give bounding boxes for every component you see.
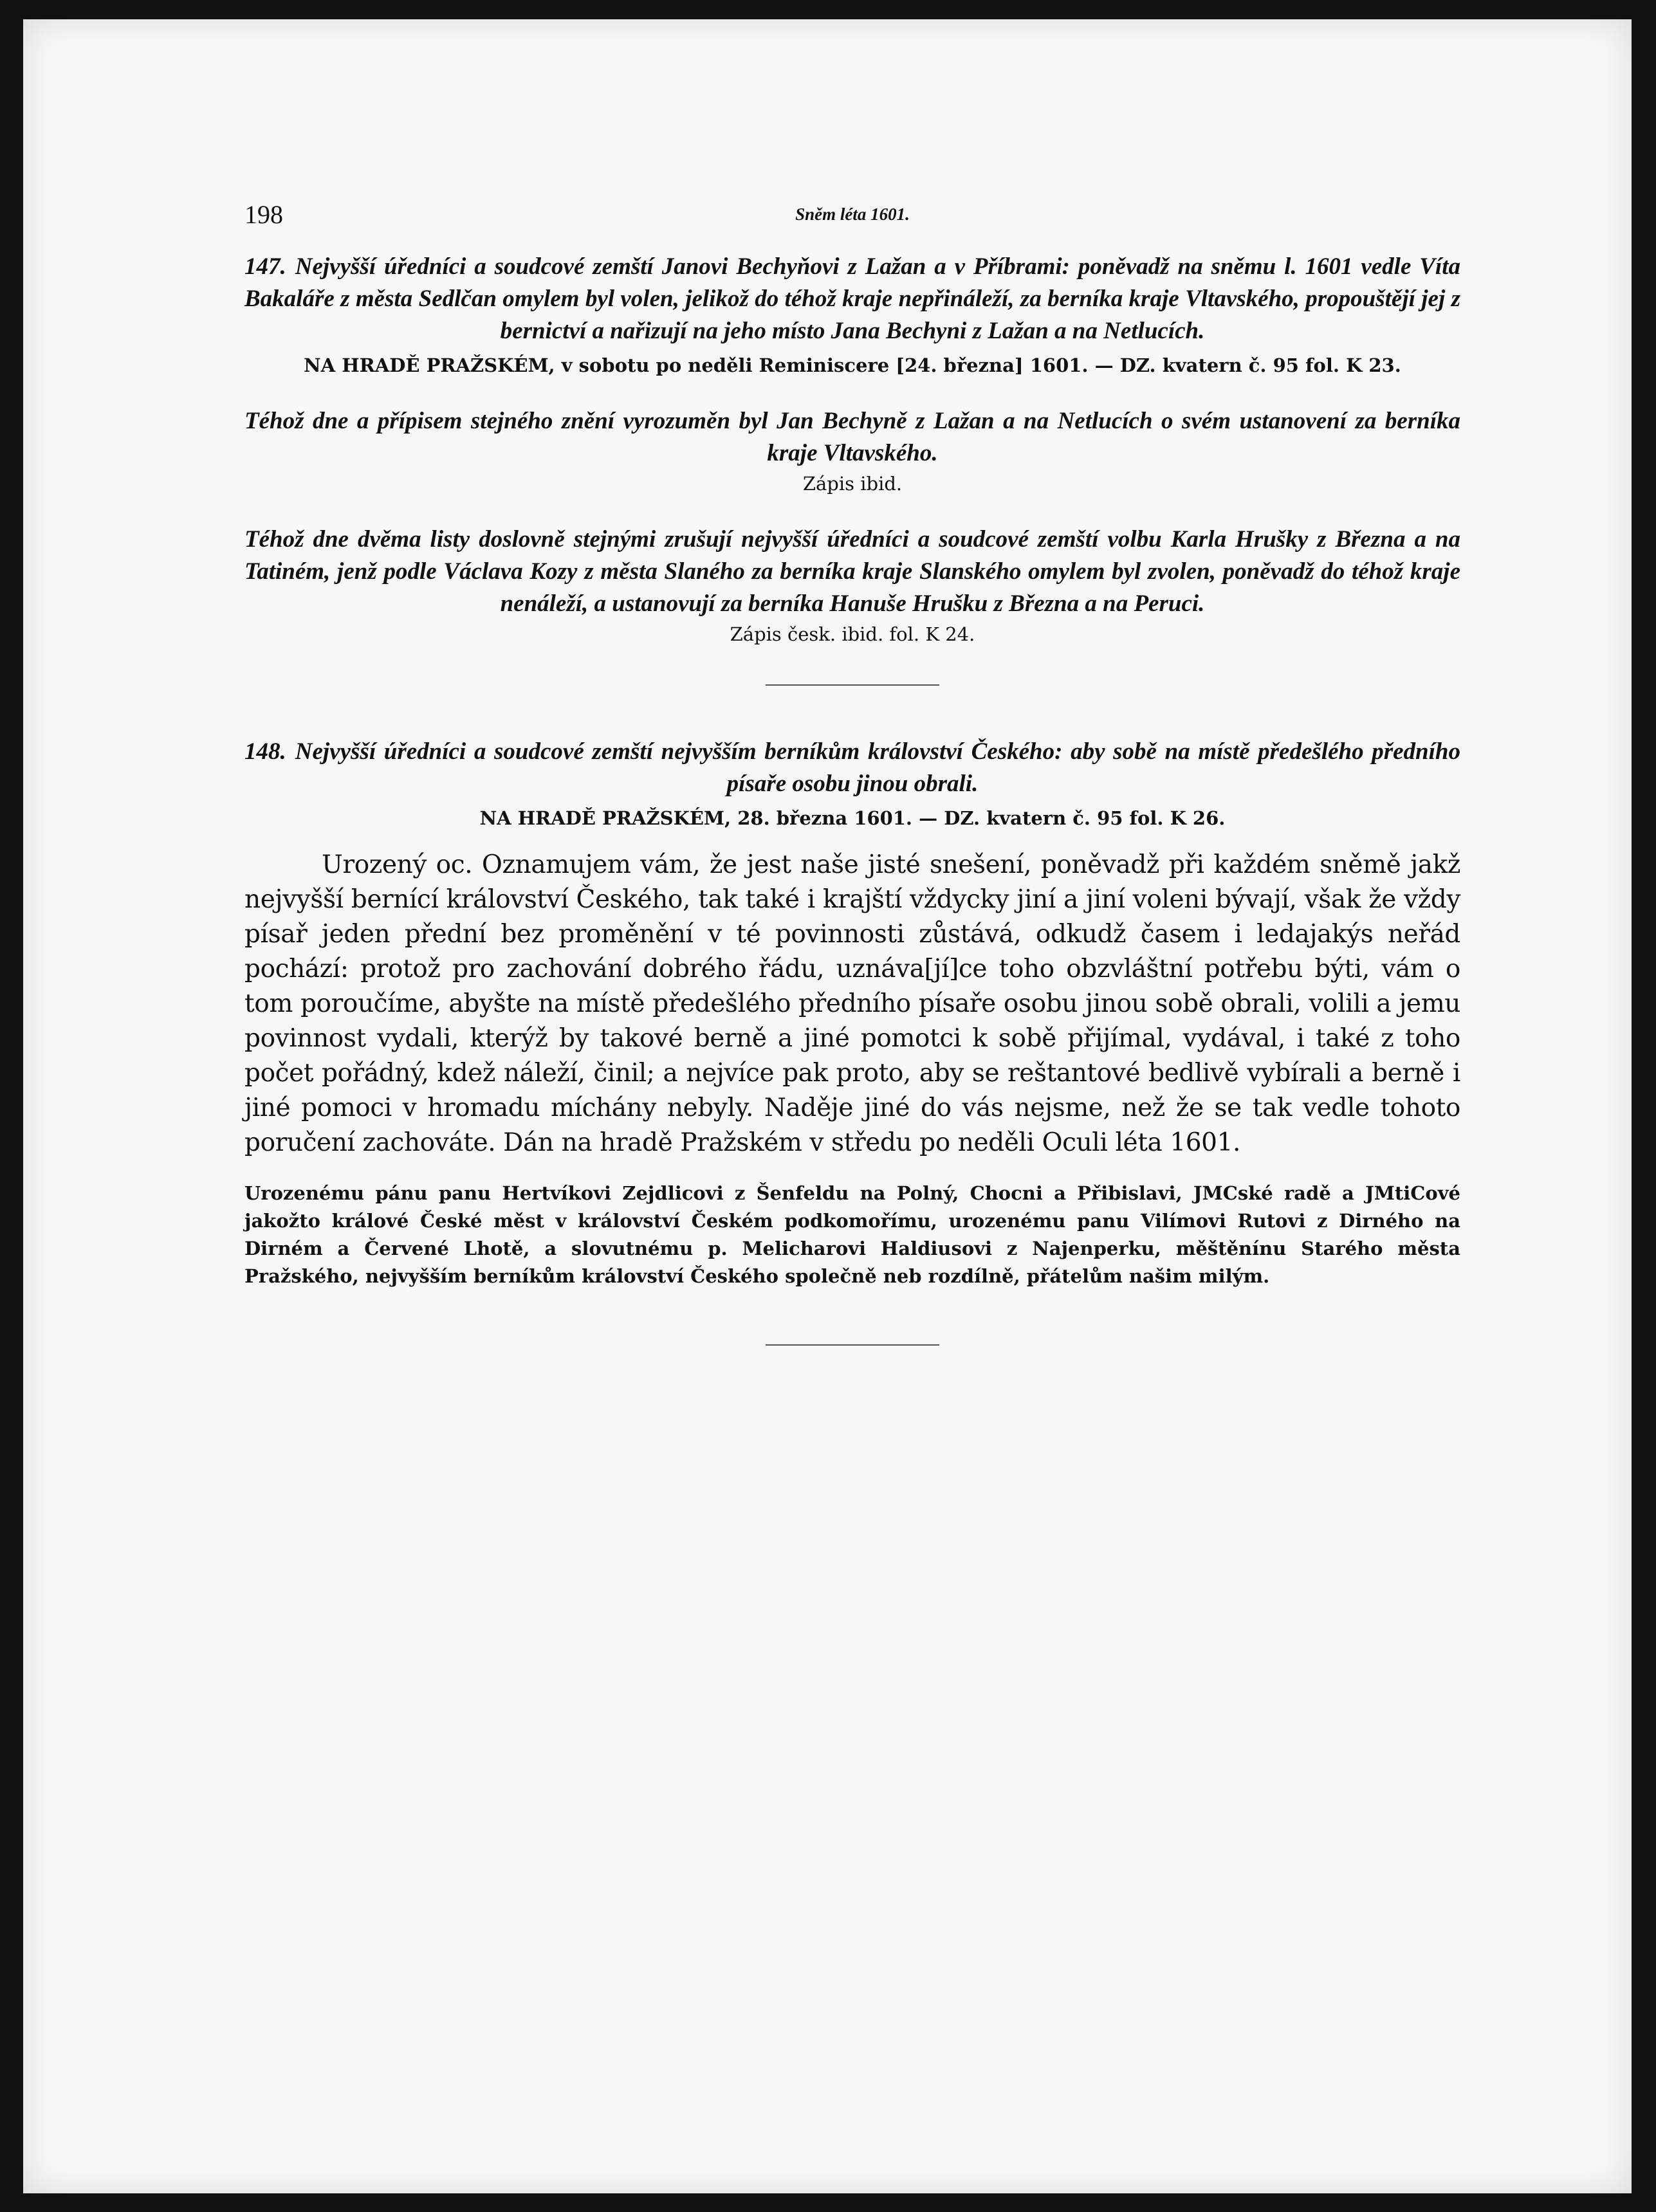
entry-147-note-1: Zápis ibid. bbox=[802, 473, 903, 495]
entry-147-addendum-1: Téhož dne a přípisem stejného znění vyrozuměn byl Jan Bechyně z Lažan a na Netlucích o svém ustanovení za berníka kraje Vltavského. bbox=[244, 408, 1460, 466]
entry-147-note-2: Zápis česk. ibid. fol. K 24. bbox=[730, 623, 975, 645]
page-header bbox=[244, 187, 1460, 229]
entry-147-number: 147. bbox=[244, 253, 286, 280]
entry-147-source: NA HRADĚ PRAŽSKÉM, v sobotu po neděli Reminiscere [24. března] 1601. — DZ. kvatern č. 95 fol. K 23. bbox=[304, 354, 1401, 376]
entry-147-regest bbox=[244, 251, 1460, 347]
entry-148-number: 148. bbox=[244, 738, 286, 765]
entry-148-body: Urozený oc. Oznamujem vám, že jest naše jisté snešení, poněvadž při každém sněmě jakž nejvyšší bernící království Českého, tak také i krajští vždycky jiní a jiní voleni bývají, však že vždy písař jeden přední bez proměnění v té povinnosti zůstává, odkudž časem i ledajakýs neřád pochází: protož pro zachování dobrého řádu, uznáva[jí]ce toho obzvláštní potřebu býti, vám o tom poroučíme, abyšte na místě předešlého předního písaře osobu jinou sobě obrali, volili a jemu povinnost vydali, kterýž by takové berně a jiné pomotci k sobě přijímal, vydával, i také z toho počet pořádný, kdež náleží, činil; a nejvíce pak proto, aby se reštantové bedlivě vybírali a berně i jiné pomoci v hromadu míchány nebyly. Naděje jiné do vás nejsme, než že se tak vedle tohoto poručení zachováte. Dán na hradě Pražském v středu po neděli Oculi léta 1601. bbox=[244, 850, 1460, 1157]
entry-147-addendum-2: Téhož dne dvěma listy doslovně stejnými zrušují nejvyšší úředníci a soudcové zemští volbu Karla Hrušky z Března a na Tatiném, jenž podle Václava Kozy z města Slaného za berníka kraje Slanského omylem byl zvolen, poněvadž do téhož kraje nenáleží, a ustanovují za berníka Hanuše Hrušku z Března a na Peruci. bbox=[244, 526, 1460, 617]
entry-148-regest-text: Nejvyšší úředníci a soudcové zemští nejvyšším berníkům království Českého: aby sobě na místě předešlého předního písaře osobu jinou obrali. bbox=[295, 738, 1460, 797]
end-divider bbox=[766, 1344, 939, 1346]
entry-148-source: NA HRADĚ PRAŽSKÉM, 28. března 1601. — DZ. kvatern č. 95 fol. K 26. bbox=[479, 807, 1226, 829]
entry-148-regest bbox=[244, 736, 1460, 800]
running-title: Sněm léta 1601. bbox=[795, 205, 910, 224]
entry-147-regest-text: Nejvyšší úředníci a soudcové zemští Janovi Bechyňovi z Lažan a v Příbrami: poněvadž na sněmu l. 1601 vedle Víta Bakaláře z města Sedlčan omylem byl volen, jelikož do téhož kraje nepřináleží, za berníka kraje Vltavského, propouštějí jej z bernictví a nařizují na jeho místo Jana Bechyni z Lažan a na Netlucích. bbox=[244, 253, 1460, 344]
page-number: 198 bbox=[244, 200, 283, 229]
entry-148-address: Urozenému pánu panu Hertvíkovi Zejdlicovi z Šenfeldu na Polný, Chocni a Přibislavi, JMCské radě a JMtiCové jakožto králové České měst v království Českém podkomořímu, urozenému panu Vilímovi Rutovi z Dirného na Dirném a Červené Lhotě, a slovutnému p. Melicharovi Haldiusovi z Najenperku, měštěnínu Starého města Pražského, nejvyšším berníkům království Českého společně neb rozdílně, přátelům našim milým. bbox=[244, 1182, 1460, 1287]
page-content bbox=[244, 187, 1460, 1346]
